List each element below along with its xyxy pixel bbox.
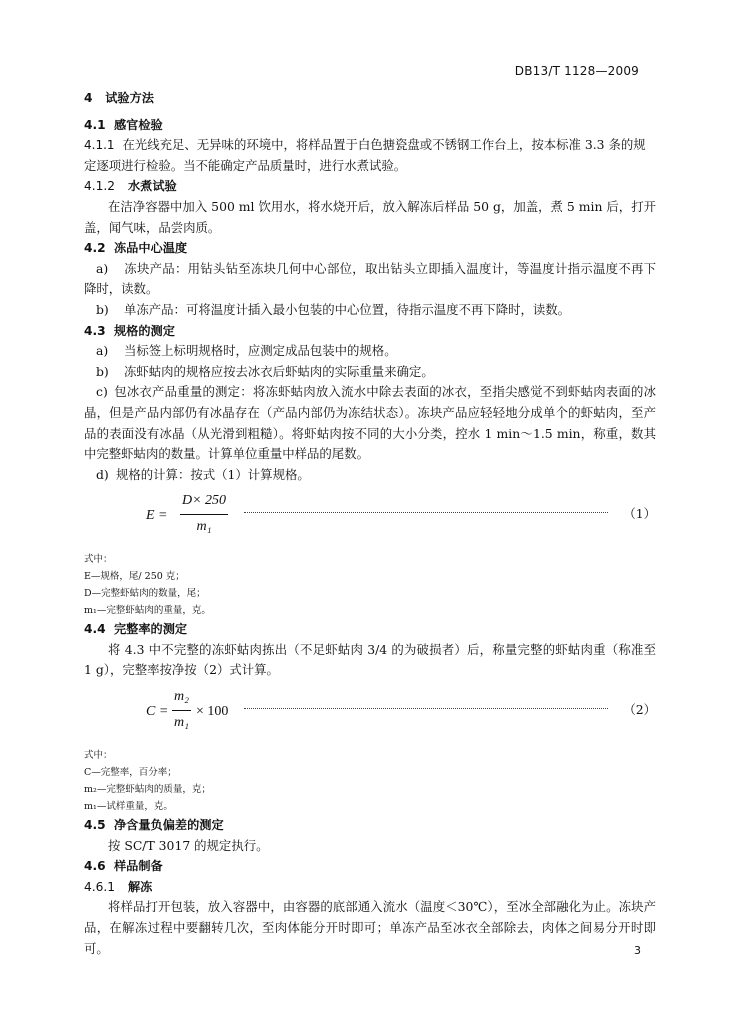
list-marker: d): [96, 466, 109, 482]
variable-definition: D—完整虾蛄肉的数量，尾；: [84, 588, 206, 600]
list-marker: a): [96, 343, 109, 359]
section-title: 样品制备: [114, 859, 163, 874]
list-item: [84, 341, 656, 362]
section-number: 4.6.1: [84, 879, 116, 894]
section-title: 解冻: [128, 879, 153, 894]
section-number: 4.2: [84, 241, 106, 256]
section-4-2-heading: [84, 238, 656, 259]
section-title: 水煮试验: [128, 179, 177, 194]
formula-numerator: m₂: [172, 687, 191, 711]
page-number: 3: [634, 944, 641, 957]
section-title: 完整率的测定: [114, 622, 188, 637]
section-4-1-2-paragraph: 在洁净容器中加入 500 ml 饮用水，将水烧开后，放入解冻后样品 50 g，加盖，煮 5 min 后，打开盖，闻气味，品尝肉质。: [84, 198, 656, 235]
formula-lhs: C =: [146, 704, 169, 720]
section-number: 4: [84, 91, 93, 105]
list-item: [84, 382, 656, 464]
section-number: 4.6: [84, 859, 106, 874]
section-number: 4.1: [84, 117, 106, 132]
formula-lhs: E =: [146, 508, 168, 524]
where-label: 式中：: [84, 750, 113, 762]
formula-multiplier: × 100: [196, 704, 229, 720]
section-4-3-heading: [84, 321, 656, 342]
section-4-6-1-heading: [84, 877, 656, 898]
list-marker: a): [96, 260, 109, 276]
list-item: [84, 259, 656, 300]
section-4-6-1-paragraph: 将样品打开包装，放入容器中，由容器的底部通入流水（温度＜30℃），至冰全部融化为止。冻块产品，在解冻过程中要翻转几次，至肉体能分开时即可；单冻产品至冰衣全部除去，肉体之间易分开时即可。: [84, 899, 656, 956]
section-4-4-heading: [84, 619, 656, 640]
formula-fraction: [180, 491, 228, 537]
list-marker: c): [96, 384, 108, 400]
formula-1: [84, 491, 656, 543]
section-4-1-2-heading: [84, 176, 656, 197]
section-number: 4.4: [84, 622, 106, 637]
section-4-1-heading: [84, 115, 656, 136]
variable-definition: m₂—完整虾蛄肉的质量，克；: [84, 784, 211, 796]
section-number: 4.1.2: [84, 179, 116, 194]
list-item-text: 规格的计算：按式（1）计算规格。: [116, 466, 310, 482]
section-4-1-1-paragraph: [84, 135, 656, 176]
section-title: 净含量负偏差的测定: [114, 818, 224, 833]
list-item-text: 冻块产品：用钻头钻至冻块几何中心部位，取出钻头立即插入温度计，等温度计指示温度不再下降时，读数。: [84, 260, 656, 297]
equation-number: （2）: [623, 702, 656, 718]
leader-dots: [244, 707, 608, 709]
variable-definition: m₁—完整虾蛄肉的重量，克。: [84, 605, 211, 617]
formula-numerator: D× 250: [180, 491, 228, 515]
list-item: [84, 362, 656, 383]
formula-2: [84, 687, 656, 739]
section-number: 4.3: [84, 323, 106, 338]
list-item: [84, 300, 656, 321]
section-title: 规格的测定: [114, 323, 175, 338]
section-number: 4.1.1: [84, 138, 115, 153]
equation-number: （1）: [623, 506, 656, 522]
page-body: [84, 86, 656, 959]
section-4-6-heading: [84, 856, 656, 877]
list-item: [84, 465, 656, 486]
formula-denominator: m₁: [196, 518, 212, 534]
leader-dots: [244, 511, 608, 513]
list-item-text: 单冻产品：可将温度计插入最小包装的中心位置，待指示温度不再下降时，读数。: [124, 301, 571, 317]
list-marker: b): [96, 301, 109, 317]
where-label: 式中：: [84, 554, 113, 566]
paragraph-text: 在光线充足、无异味的环境中，将样品置于白色搪瓷盘或不锈钢工作台上，按本标准 3.3 条的规定逐项进行检验。当不能确定产品质量时，进行水煮试验。: [84, 137, 646, 173]
formula-fraction: [172, 687, 191, 733]
section-number: 4.5: [84, 818, 106, 833]
section-title: 试验方法: [105, 91, 154, 105]
document-code: DB13/T 1128—2009: [514, 64, 639, 78]
list-item-text: 冻虾蛄肉的规格应按去冰衣后虾蛄肉的实际重量来确定。: [124, 363, 434, 379]
section-4-5-heading: [84, 815, 656, 836]
section-4-5-paragraph: 按 SC/T 3017 的规定执行。: [108, 837, 269, 853]
list-item-text: 包冰衣产品重量的测定：将冻虾蛄肉放入流水中除去表面的冰衣，至指尖感觉不到虾蛄肉表面的冰晶，但是产品内部仍有冰晶存在（产品内部仍为冻结状态）。冻块产品应轻轻地分成单个的虾蛄肉，至产品的表面没有冰晶（从光滑到粗糙）。将虾蛄肉按不同的大小分类，控水 1 min～1.5 min，称重，数其中完整虾蛄肉的数量。计算单位重量中样品的尾数。: [84, 384, 656, 462]
section-title: 冻品中心温度: [114, 241, 188, 256]
section-4-4-paragraph: 将 4.3 中不完整的冻虾蛄肉拣出（不足虾蛄肉 3/4 的为破损者）后，称量完整的虾蛄肉重（称准至 1 g），完整率按净按（2）式计算。: [84, 641, 656, 678]
variable-definition: E—规格，尾/ 250 克；: [84, 571, 185, 583]
list-item-text: 当标签上标明规格时，应测定成品包装中的规格。: [124, 343, 397, 359]
variable-definition: C—完整率，百分率；: [84, 767, 177, 779]
list-marker: b): [96, 363, 109, 379]
variable-definition: m₁—试样重量，克。: [84, 801, 173, 813]
formula-denominator: m₁: [174, 714, 189, 730]
section-4-heading: [84, 88, 656, 109]
section-title: 感官检验: [114, 117, 163, 132]
